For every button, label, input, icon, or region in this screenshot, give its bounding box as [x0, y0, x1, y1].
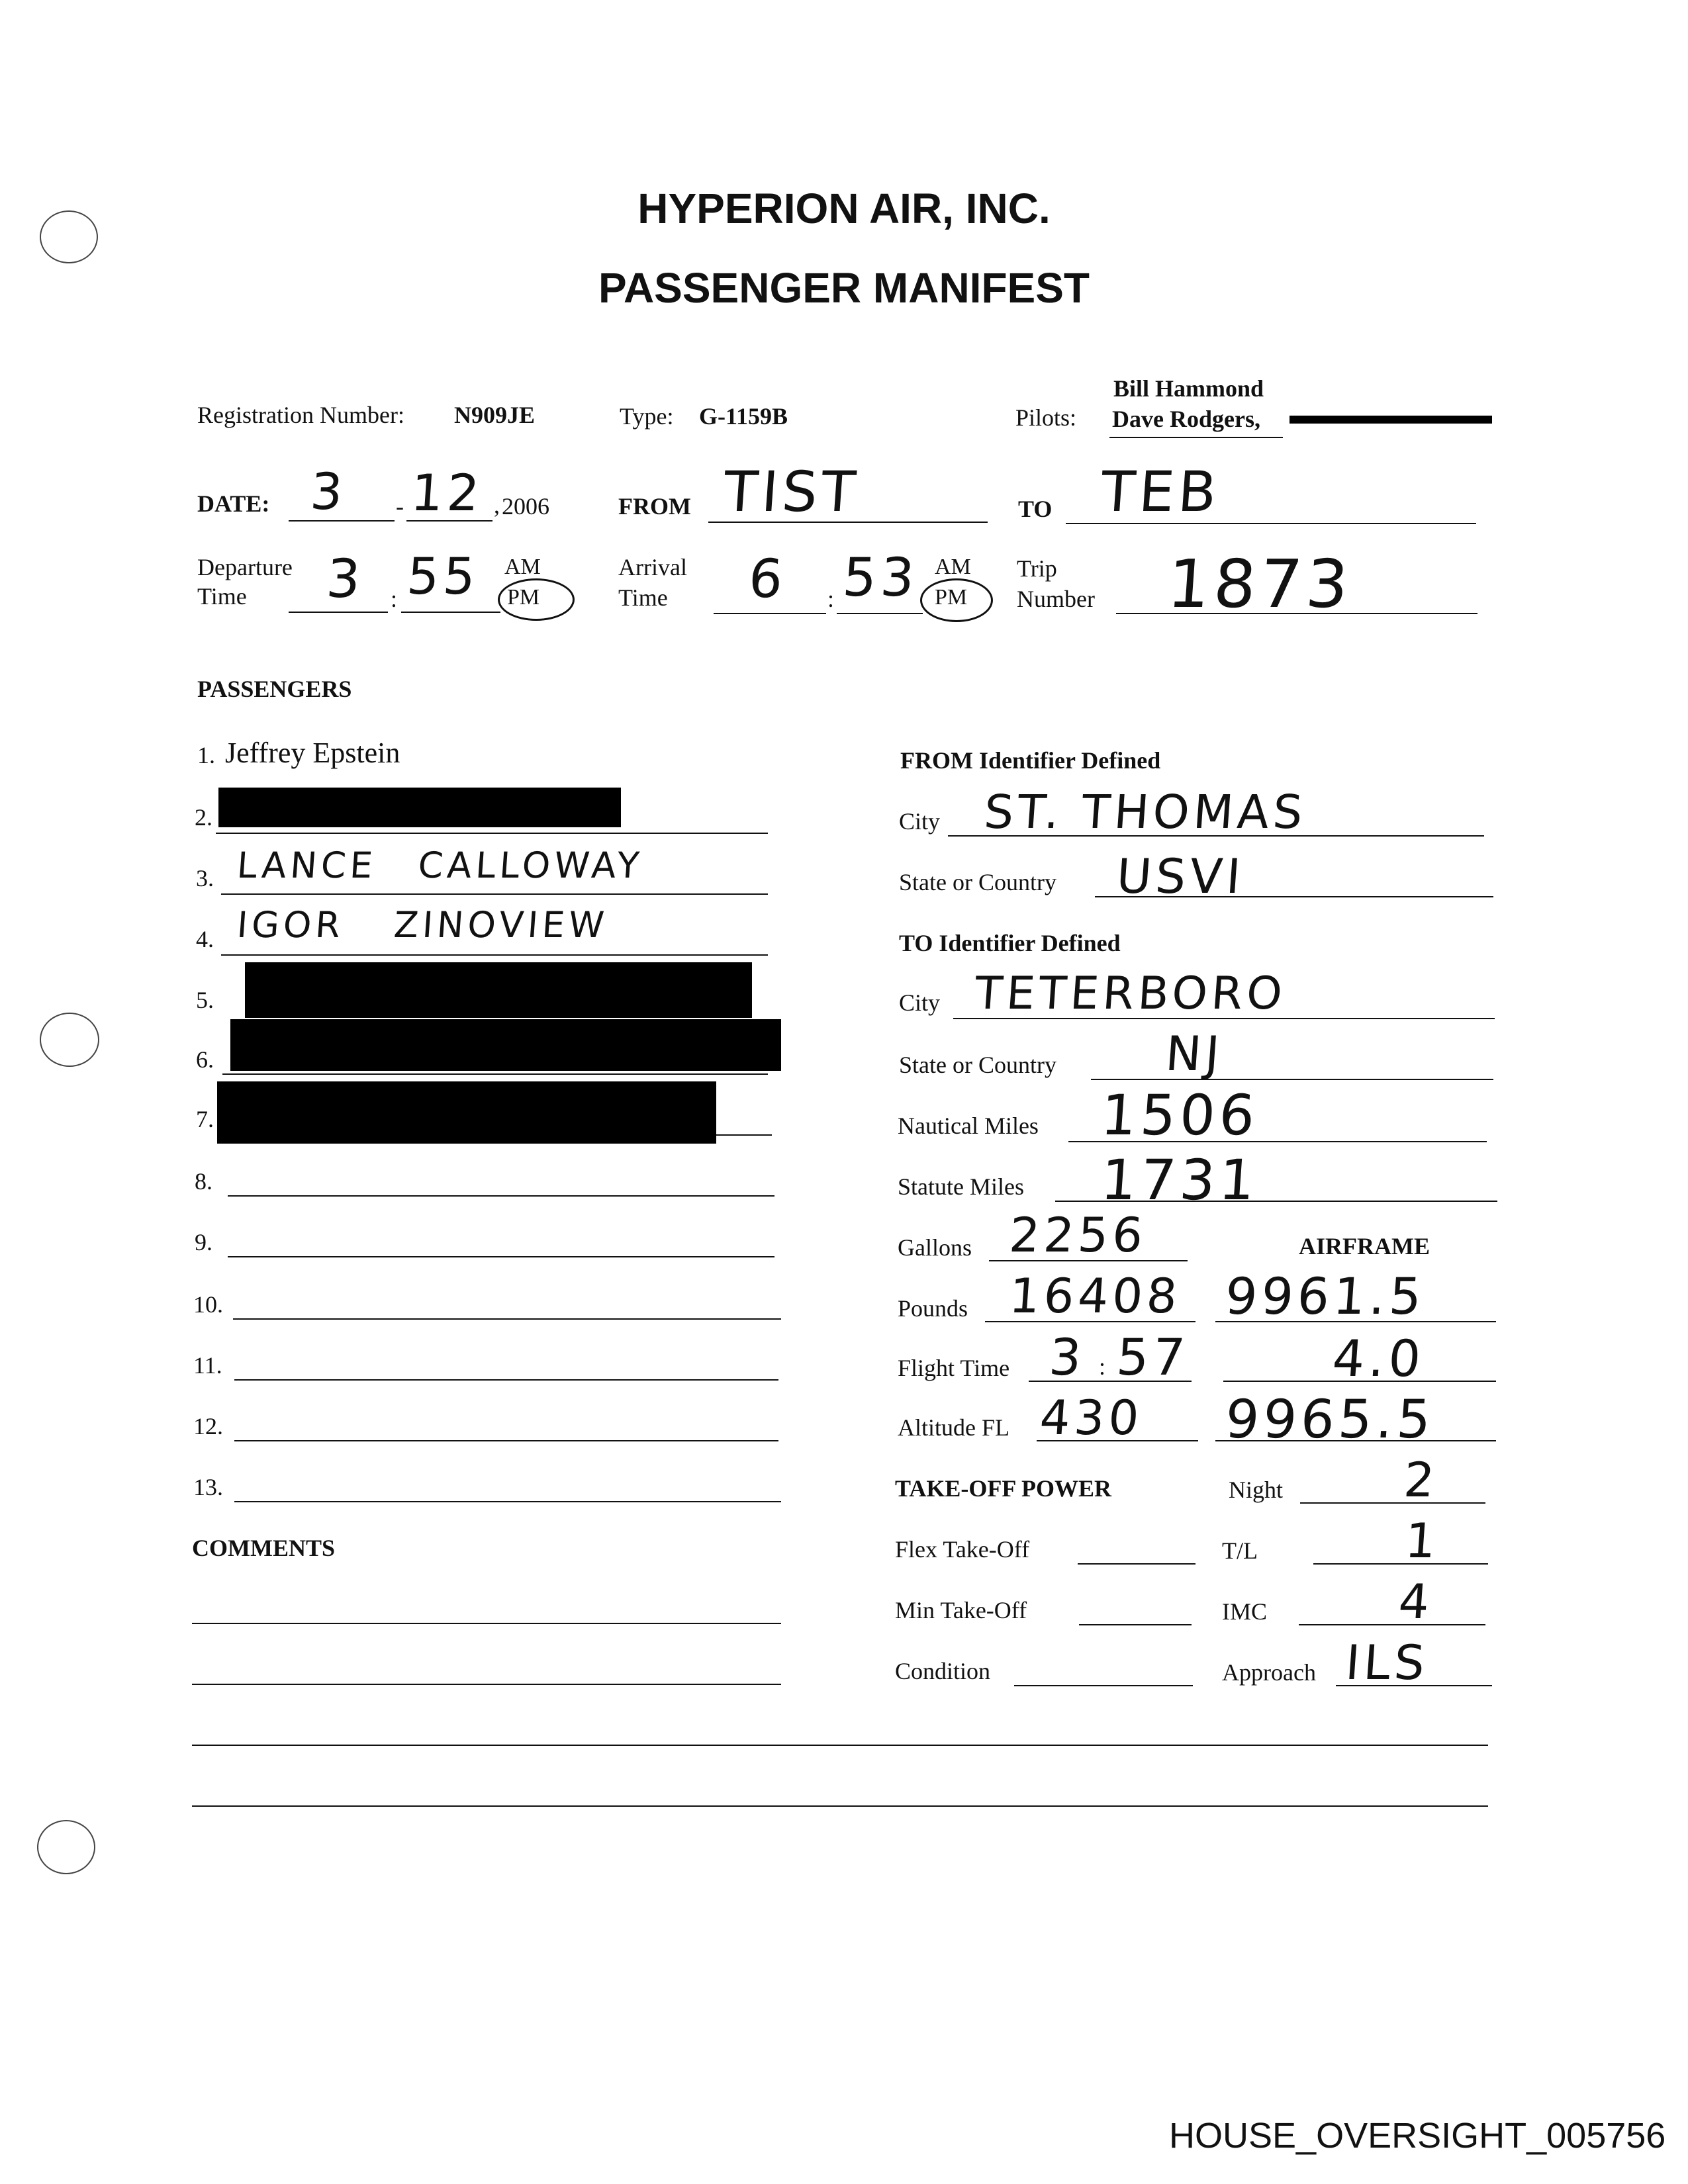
statute-value: 1731: [1099, 1148, 1261, 1212]
departure-hour: 3: [324, 548, 367, 610]
date-day-line: [406, 520, 492, 522]
statute-line: [1055, 1201, 1497, 1202]
passenger-10-number: 10.: [193, 1291, 223, 1318]
departure-pm: PM: [507, 585, 540, 610]
airframe-value-1: 9961.5: [1223, 1267, 1428, 1326]
to-state-label: State or Country: [899, 1052, 1056, 1078]
airframe-line-2: [1223, 1381, 1496, 1382]
pilot-2: Dave Rodgers,: [1112, 406, 1260, 432]
trip-value: 1873: [1165, 545, 1355, 623]
flight-time-line: [1029, 1381, 1192, 1382]
to-state-value: NJ: [1164, 1026, 1225, 1081]
nautical-label: Nautical Miles: [898, 1113, 1039, 1139]
date-dash: -: [396, 493, 404, 520]
pilot-3-struck-out: [1289, 416, 1492, 424]
bates-number: HOUSE_OVERSIGHT_005756: [1169, 2116, 1666, 2156]
to-state-line: [1091, 1079, 1493, 1080]
condition-label: Condition: [895, 1658, 991, 1684]
gallons-value: 2256: [1008, 1207, 1149, 1263]
passenger-8-number: 8.: [195, 1168, 212, 1195]
flight-time-hour: 3: [1047, 1328, 1088, 1387]
date-year: 2006: [502, 493, 549, 520]
to-value: TEB: [1099, 459, 1223, 524]
passenger-2-redacted: [218, 788, 621, 827]
to-city-label: City: [899, 989, 941, 1016]
imc-value: 4: [1397, 1574, 1435, 1629]
from-label: FROM: [618, 493, 691, 520]
arrival-am: AM: [935, 555, 971, 579]
from-city-value: ST. THOMAS: [982, 785, 1309, 839]
comments-heading: COMMENTS: [192, 1535, 335, 1561]
passenger-7-line: [716, 1134, 772, 1136]
nautical-value: 1506: [1099, 1083, 1261, 1148]
min-takeoff-label: Min Take-Off: [895, 1597, 1027, 1623]
punch-hole-middle: [40, 1013, 99, 1067]
trip-label-1: Trip: [1017, 555, 1057, 582]
departure-am: AM: [504, 555, 541, 579]
condition-line: [1014, 1685, 1193, 1686]
passenger-6-line: [222, 1073, 768, 1075]
takeoff-heading: TAKE-OFF POWER: [895, 1475, 1111, 1502]
approach-value: ILS: [1344, 1635, 1430, 1690]
type-value: G-1159B: [699, 403, 788, 430]
arrival-hour-line: [714, 613, 826, 614]
arrival-pm: PM: [935, 585, 968, 610]
imc-line: [1299, 1624, 1485, 1625]
arrival-min-line: [837, 613, 923, 614]
altitude-line: [1037, 1440, 1198, 1441]
date-month: 3: [308, 462, 349, 521]
trip-label-2: Number: [1017, 586, 1095, 612]
passenger-4-name: IGOR ZINOVIEW: [236, 904, 610, 946]
date-year-comma: ,: [494, 492, 500, 518]
passenger-5-redacted: [245, 962, 752, 1018]
passenger-2-number: 2.: [195, 804, 212, 831]
night-label: Night: [1229, 1477, 1284, 1503]
passenger-12-line: [234, 1440, 778, 1441]
pounds-label: Pounds: [898, 1295, 968, 1322]
arrival-label-2: Time: [618, 584, 668, 611]
pilot-1: Bill Hammond: [1113, 375, 1264, 402]
approach-line: [1336, 1685, 1492, 1686]
passenger-4-line: [221, 954, 768, 956]
passenger-3-number: 3.: [196, 865, 214, 891]
arrival-label-1: Arrival: [618, 554, 687, 580]
airframe-heading: AIRFRAME: [1299, 1233, 1430, 1259]
comments-line-3: [192, 1745, 1488, 1746]
passenger-11-number: 11.: [193, 1352, 222, 1379]
arrival-min: 53: [841, 547, 921, 608]
comments-line-2: [192, 1684, 781, 1685]
pounds-line: [985, 1321, 1196, 1322]
trip-line: [1116, 613, 1477, 614]
from-state-value: USVI: [1115, 848, 1246, 904]
date-month-line: [289, 520, 395, 522]
gallons-label: Gallons: [898, 1234, 972, 1261]
tl-line: [1313, 1563, 1488, 1565]
passenger-11-line: [234, 1379, 778, 1381]
passenger-12-number: 12.: [193, 1413, 223, 1439]
passenger-13-line: [234, 1501, 781, 1502]
passenger-2-line: [216, 833, 768, 834]
registration-value: N909JE: [454, 402, 536, 428]
passenger-1-name: Jeffrey Epstein: [225, 737, 400, 769]
date-day: 12: [409, 463, 485, 522]
passenger-3-line: [221, 893, 768, 895]
arrival-hour: 6: [747, 548, 789, 610]
company-title: HYPERION AIR, INC.: [637, 185, 1051, 232]
comments-line-4: [192, 1805, 1488, 1807]
flex-takeoff-line: [1078, 1563, 1196, 1565]
to-label: TO: [1018, 496, 1053, 522]
departure-label-2: Time: [197, 583, 247, 610]
passenger-4-number: 4.: [196, 926, 214, 952]
passenger-7-number: 7.: [196, 1106, 214, 1132]
passenger-5-number: 5.: [196, 987, 214, 1013]
airframe-line-1: [1215, 1321, 1496, 1322]
pilot-underline: [1109, 437, 1283, 438]
from-state-label: State or Country: [899, 869, 1056, 895]
flight-time-min: 57: [1115, 1328, 1191, 1387]
departure-hour-line: [289, 612, 388, 613]
altitude-label: Altitude FL: [898, 1414, 1009, 1441]
date-label: DATE:: [197, 490, 270, 517]
passenger-10-line: [233, 1318, 781, 1320]
passenger-1-number: 1.: [197, 742, 215, 768]
form-title: PASSENGER MANIFEST: [598, 264, 1090, 312]
nautical-line: [1068, 1141, 1487, 1142]
passenger-13-number: 13.: [193, 1474, 223, 1500]
passenger-6-number: 6.: [196, 1046, 214, 1073]
flight-time-label: Flight Time: [898, 1355, 1010, 1381]
departure-label-1: Departure: [197, 554, 293, 580]
airframe-value-3: 9965.5: [1223, 1388, 1437, 1450]
registration-label: Registration Number:: [197, 402, 404, 428]
min-takeoff-line: [1079, 1624, 1192, 1625]
to-line: [1066, 523, 1476, 524]
departure-min-line: [401, 612, 500, 613]
passenger-9-number: 9.: [195, 1229, 212, 1255]
imc-label: IMC: [1222, 1598, 1268, 1625]
statute-label: Statute Miles: [898, 1173, 1024, 1200]
from-defined-heading: FROM Identifier Defined: [900, 747, 1161, 774]
approach-label: Approach: [1222, 1659, 1316, 1686]
passenger-9-line: [228, 1256, 774, 1257]
tl-label: T/L: [1222, 1537, 1258, 1564]
from-state-line: [1095, 896, 1493, 897]
to-defined-heading: TO Identifier Defined: [899, 930, 1121, 956]
airframe-value-2: 4.0: [1331, 1329, 1427, 1388]
comments-line-1: [192, 1623, 781, 1624]
passenger-8-line: [228, 1195, 774, 1197]
pounds-value: 16408: [1008, 1268, 1183, 1324]
passenger-6-redacted: [230, 1019, 781, 1071]
airframe-line-3: [1215, 1440, 1496, 1441]
from-value: TIST: [722, 459, 862, 524]
to-city-line: [953, 1018, 1495, 1019]
departure-colon: :: [391, 586, 398, 612]
pilots-label: Pilots:: [1015, 404, 1077, 431]
punch-hole-bottom: [37, 1820, 95, 1874]
from-city-line: [948, 835, 1484, 837]
tl-value: 1: [1403, 1513, 1442, 1569]
type-label: Type:: [620, 403, 674, 430]
to-city-value: TETERBORO: [973, 968, 1288, 1020]
passenger-7-redacted: [217, 1081, 716, 1144]
gallons-line: [989, 1260, 1188, 1261]
night-line: [1300, 1502, 1485, 1504]
from-line: [708, 522, 988, 523]
arrival-pm-circle: [920, 578, 993, 622]
from-city-label: City: [899, 808, 941, 835]
departure-pm-circle: [498, 578, 575, 621]
altitude-value: 430: [1038, 1390, 1145, 1445]
passengers-heading: PASSENGERS: [197, 676, 352, 702]
departure-min: 55: [405, 547, 481, 606]
arrival-colon: :: [827, 586, 835, 612]
passenger-3-name: LANCE CALLOWAY: [236, 844, 645, 886]
night-value: 2: [1402, 1452, 1440, 1508]
flight-time-colon: :: [1099, 1353, 1106, 1380]
flex-takeoff-label: Flex Take-Off: [895, 1536, 1030, 1563]
